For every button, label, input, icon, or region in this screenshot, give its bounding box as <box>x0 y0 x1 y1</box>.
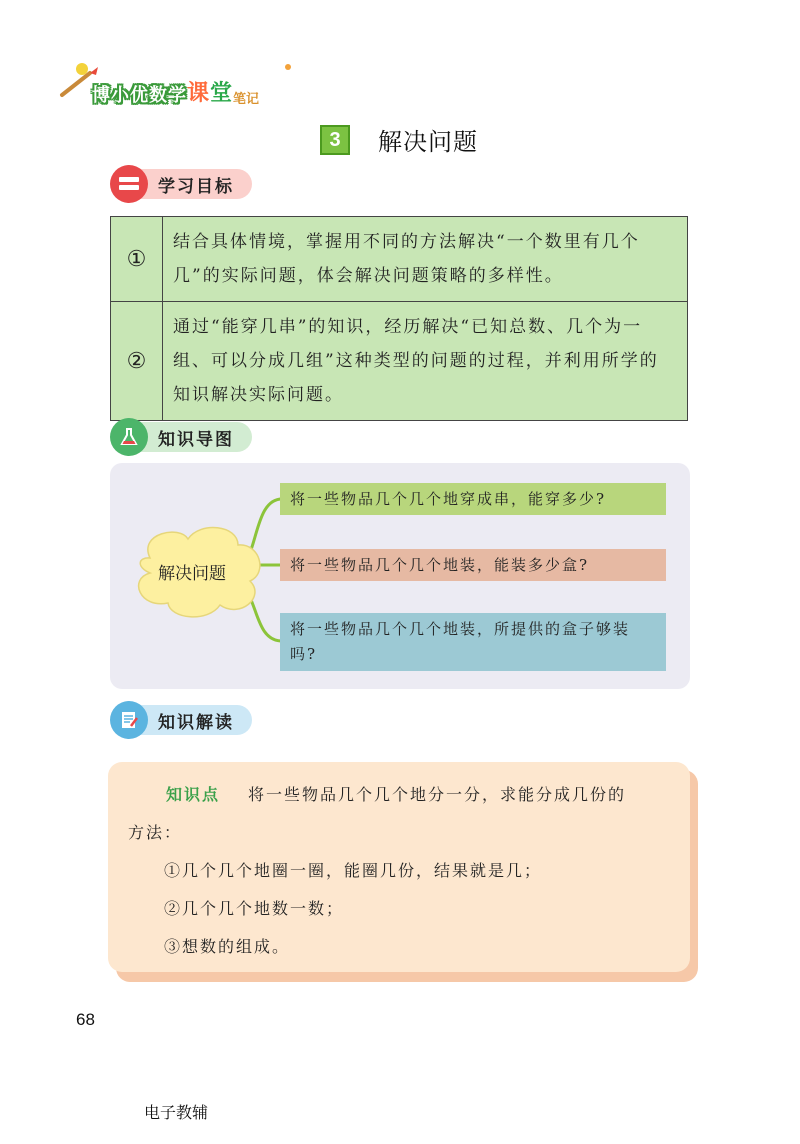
section-title: 学习目标 <box>134 169 252 199</box>
knowledge-line: 方法： <box>128 823 183 842</box>
logo-char: 学 <box>168 85 186 106</box>
goal-number: ① <box>111 217 163 301</box>
section-header-reading <box>110 703 252 737</box>
flask-icon <box>110 418 148 456</box>
knowledge-item: ①几个几个地圈一圈，能圈几份，结果就是几； <box>164 861 543 880</box>
knowledge-card <box>108 762 690 972</box>
knowledge-item: ②几个几个地数一数； <box>164 899 345 918</box>
goal-number: ② <box>111 302 163 420</box>
mind-map-center: 解决问题 <box>158 564 226 584</box>
logo-text <box>92 76 260 107</box>
knowledge-item: ③想数的组成。 <box>164 937 291 956</box>
logo-small: 笔记 <box>233 92 260 107</box>
goal-text: 结合具体情境，掌握用不同的方法解决“一个数里有几个几”的实际问题，体会解决问题策略的多样性。 <box>173 232 640 286</box>
goals-table <box>110 216 688 421</box>
knowledge-label: 知识点 <box>166 785 221 804</box>
mind-map-branch: 将一些物品几个几个地装，所提供的盒子够装吗? <box>280 613 666 671</box>
notepad-icon <box>110 701 148 739</box>
lesson-heading <box>320 122 478 157</box>
mind-map <box>110 463 690 689</box>
table-row <box>111 302 687 420</box>
book-icon <box>110 165 148 203</box>
table-row <box>111 217 687 302</box>
section-header-goals <box>110 167 252 201</box>
lesson-number: 3 <box>320 125 350 155</box>
lesson-title: 解决问题 <box>378 128 478 156</box>
section-title: 知识导图 <box>134 422 252 452</box>
logo-char: 优 <box>130 85 148 106</box>
knowledge-line: 将一些物品几个几个地分一分，求能分成几份的 <box>248 785 627 804</box>
logo-char: 数 <box>149 85 167 106</box>
logo-char: 博 <box>92 85 110 106</box>
logo-char-big: 堂 <box>210 81 233 106</box>
mind-map-branch: 将一些物品几个几个地穿成串，能穿多少? <box>280 483 666 515</box>
mind-map-branch: 将一些物品几个几个地装，能装多少盒? <box>280 549 666 581</box>
section-title: 知识解读 <box>134 705 252 735</box>
section-header-mindmap <box>110 420 252 454</box>
logo-char: 小 <box>111 85 129 106</box>
page-number: 68 <box>76 1010 95 1029</box>
footer-text: 电子教辅 <box>144 1103 209 1122</box>
logo-char-big: 课 <box>187 81 210 106</box>
goal-text: 通过“能穿几串”的知识，经历解决“已知总数、几个为一组、可以分成几组”这种类型的问题的过程，并利用所学的知识解决实际问题。 <box>173 317 659 405</box>
